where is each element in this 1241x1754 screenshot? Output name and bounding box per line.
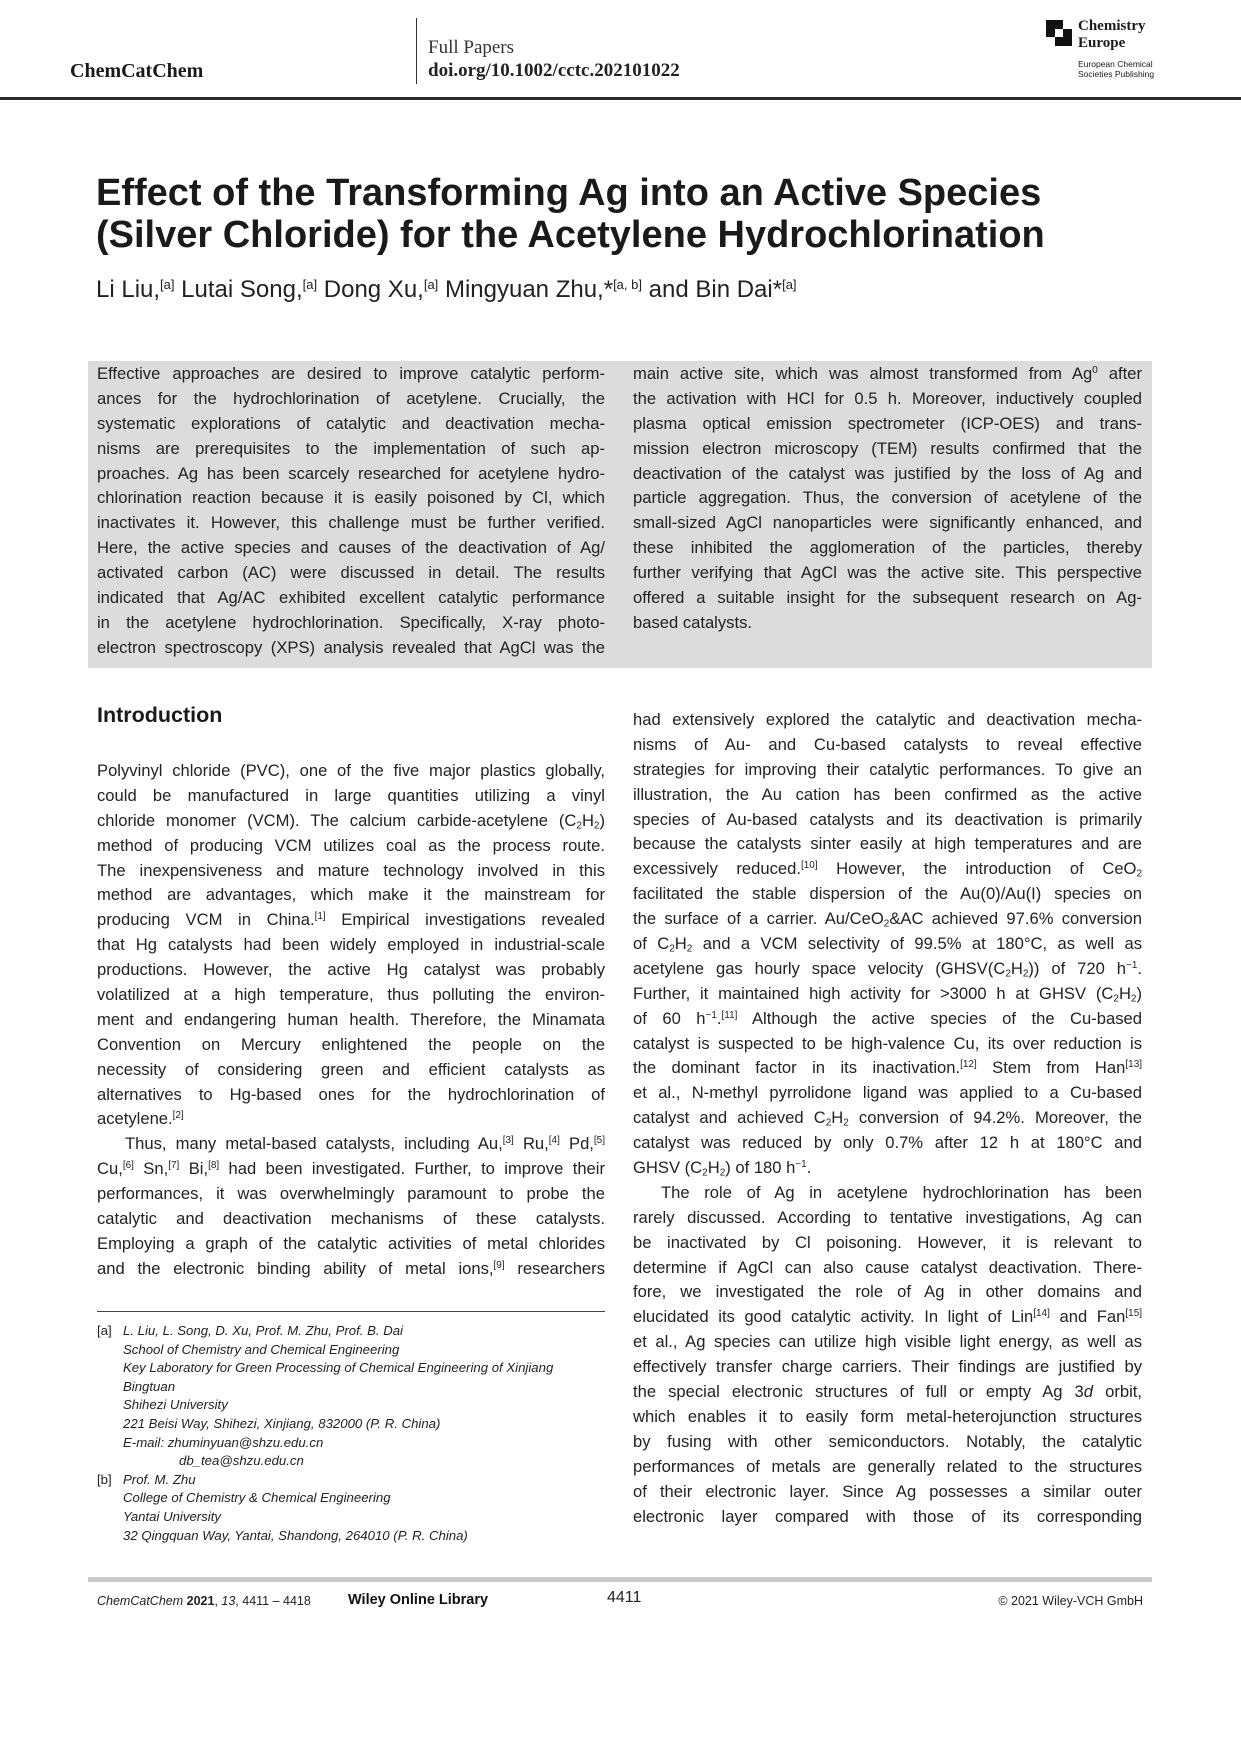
- paragraph-line: facilitated the stable dispersion of the Au(0)/Au(I) species on: [633, 884, 1142, 904]
- corresponding-author-mark: *: [772, 276, 783, 303]
- abstract-line: indicated that Ag/AC exhibited excellent catalytic performance: [97, 588, 605, 608]
- paragraph-line: strategies for improving their catalytic performances. To give an: [633, 759, 1142, 779]
- footnote-divider: [97, 1311, 605, 1312]
- paragraph-line: be inactivated by Cl poisoning. However, it is relevant to: [633, 1232, 1142, 1252]
- paragraph-line: Polyvinyl chloride (PVC), one of the five major plastics globally,: [97, 761, 605, 780]
- abstract-line: plasma optical emission spectrometer (ICP-OES) and trans-: [633, 413, 1142, 433]
- body-column-left: [97, 759, 605, 1282]
- article-title: Effect of the Transforming Ag into an Active Species (Silver Chloride) for the Acetylene Hydrochlorination: [96, 172, 1045, 256]
- paragraph-line: effectively transfer charge carriers. Their findings are justified by: [633, 1357, 1142, 1377]
- paragraph-line: performances of metals are generally related to the structures: [633, 1456, 1142, 1476]
- abstract-line: mission electron microscopy (TEM) results confirmed that the: [633, 438, 1142, 458]
- paragraph-line: chloride monomer (VCM). The calcium carbide-acetylene $(C_2H_2)$: [97, 810, 605, 832]
- paragraph-line: producing VCM in China.[1] Empirical investigations revealed: [97, 910, 605, 930]
- paragraph-line: catalytic and deactivation mechanisms of these catalysts.: [97, 1209, 605, 1229]
- abstract-line: inactivates it. However, this challenge must be further verified.: [97, 513, 605, 533]
- footer-journal: ChemCatChem: [97, 1594, 184, 1608]
- affiliation-entry: [97, 1322, 605, 1471]
- paragraph-line: of their electronic layer. Since Ag possesses a similar outer: [633, 1481, 1142, 1501]
- footer-bar: [88, 1577, 1152, 1582]
- doi-link[interactable]: doi.org/10.1002/cctc.202101022: [428, 60, 680, 81]
- logo-title: Europe: [1078, 35, 1126, 51]
- affiliation-mark: [a]: [423, 277, 439, 293]
- paragraph-line: of 60 $h^{-1}.[11]$ Although the active species of the Cu-based: [633, 1008, 1142, 1028]
- abstract-line: further verifying that AgCl was the active site. This perspective: [633, 563, 1142, 583]
- abstract-line: these inhibited the agglomeration of the particles, thereby: [633, 538, 1142, 558]
- affiliation-entry: [97, 1471, 605, 1545]
- author-name: Li Liu,: [96, 276, 161, 303]
- header-rule: [0, 97, 1241, 100]
- affiliation-line: Yantai University: [123, 1508, 221, 1524]
- header-divider: [416, 18, 417, 84]
- paragraph-line: could be manufactured in large quantities utilizing a vinyl: [97, 785, 605, 805]
- paragraph-line: Further, it maintained high activity for >3000 h at GHSV $(C_2H_2)$: [633, 983, 1142, 1005]
- paragraph-line: catalyst is suspected to be high-valence Cu, its over reduction is: [633, 1033, 1142, 1053]
- paragraph-line: et al., N-methyl pyrrolidone ligand was applied to a Cu-based: [633, 1083, 1142, 1103]
- paragraph-line: method are advantages, which make it the mainstream for: [97, 885, 605, 905]
- paragraph-line: volatilized at a high temperature, thus polluting the environ-: [97, 985, 605, 1005]
- abstract-line: small-sized AgCl nanoparticles were significantly enhanced, and: [633, 513, 1142, 533]
- affiliation-mark: [a]: [160, 277, 175, 293]
- paragraph-line: catalyst was reduced by only 0.7% after 12 h at 180°C and: [633, 1133, 1142, 1153]
- paragraph-line: electronic layer compared with those of its corresponding: [633, 1506, 1142, 1526]
- paragraph-line: acetylene.[2]: [97, 1109, 184, 1129]
- affiliation-mark: [a, b]: [613, 277, 642, 293]
- abstract-line: deactivation of the catalyst was justified by the loss of Ag and: [633, 463, 1142, 483]
- paragraph-line: that Hg catalysts had been widely employed in industrial-scale: [97, 935, 605, 955]
- abstract-line: main active site, which was almost transformed from Ag$^0$ after: [633, 364, 1142, 383]
- affiliation-line: College of Chemistry & Chemical Engineering: [123, 1490, 391, 1506]
- paragraph-line: of $C_2H_2$ and a VCM selectivity of 99.5% at 180°C, as well as: [633, 934, 1142, 955]
- paragraph-line: Cu,[6] Sn,[7] Bi,[8] had been investigated. Further, to improve their: [97, 1159, 605, 1179]
- paragraph-line: elucidated its good catalytic activity. In light of Lin[14] and Fan[15]: [633, 1307, 1142, 1327]
- abstract-line: in the acetylene hydrochlorination. Specifically, X-ray photo-: [97, 612, 605, 632]
- abstract-column: [633, 362, 1142, 636]
- paragraph-line: the special electronic structures of full or empty Ag 3d orbit,: [633, 1382, 1142, 1402]
- paragraph-line: The inexpensiveness and mature technology involved in this: [97, 860, 605, 880]
- paragraph-line: Employing a graph of the catalytic activities of metal chlorides: [97, 1233, 605, 1253]
- logo-subtitle: European Chemical: [1078, 59, 1153, 69]
- abstract-line: Effective approaches are desired to improve catalytic perform-: [97, 364, 605, 383]
- abstract-line: proaches. Ag has been scarcely researched for acetylene hydro-: [97, 463, 605, 483]
- paragraph-line: productions. However, the active Hg catalyst was probably: [97, 960, 605, 980]
- abstract-line: the activation with HCl for 0.5 h. Moreover, inductively coupled: [633, 388, 1142, 408]
- abstract-line: electron spectroscopy (XPS) analysis revealed that AgCl was the: [97, 637, 605, 657]
- publisher-logo[interactable]: [1046, 18, 1176, 84]
- page-number: 4411: [607, 1589, 642, 1606]
- abstract-line: nisms are prerequisites to the implementation of such ap-: [97, 438, 605, 458]
- paragraph-line: the surface of a carrier. Au/CeO$_2$&AC achieved 97.6% conversion: [633, 909, 1142, 930]
- abstract-line: Here, the active species and causes of the deactivation of Ag/: [97, 538, 605, 558]
- paragraph-line: performances, it was overwhelmingly paramount to probe the: [97, 1184, 605, 1204]
- affiliation-label: [b]: [97, 1471, 112, 1487]
- affiliation-footnotes: [97, 1322, 605, 1545]
- footer-volume: 13: [221, 1594, 236, 1608]
- affiliation-line: School of Chemistry and Chemical Engineering: [123, 1341, 400, 1357]
- abstract-line: offered a suitable insight for the subsequent research on Ag-: [633, 588, 1142, 608]
- paragraph-line: Thus, many metal-based catalysts, including Au,[3] Ru,[4] Pd,[5]: [125, 1134, 605, 1154]
- affiliation-label: [a]: [97, 1323, 112, 1338]
- section-heading: Introduction: [97, 703, 223, 727]
- chemistry-europe-logo-icon: [1046, 20, 1072, 46]
- paragraph-line: et al., Ag species can utilize high visible light energy, as well as: [633, 1332, 1142, 1352]
- paragraph-line: which enables it to easily form metal-heterojunction structures: [633, 1406, 1142, 1426]
- paragraph-line: by fusing with other semiconductors. Notably, the catalytic: [633, 1431, 1142, 1451]
- footer-pages: 4411 – 4418: [242, 1594, 311, 1608]
- paragraph-line: method of producing VCM utilizes coal as the process route.: [97, 835, 605, 855]
- paragraph-line: illustration, the Au cation has been confirmed as the active: [633, 784, 1142, 804]
- logo-title: Chemistry: [1078, 18, 1146, 34]
- paragraph-line: ment and endangering human health. Therefore, the Minamata: [97, 1009, 605, 1029]
- affiliation-email: db_tea@shzu.edu.cn: [179, 1453, 304, 1469]
- abstract-line: based catalysts.: [633, 612, 752, 632]
- journal-name: ChemCatChem: [70, 60, 204, 82]
- paragraph-line: Convention on Mercury enlightened the people on the: [97, 1034, 605, 1054]
- paragraph-line: because the catalysts sinter easily at high temperatures and are: [633, 834, 1142, 854]
- paragraph-line: determine if AgCl can also cause catalyst deactivation. There-: [633, 1257, 1142, 1277]
- copyright-notice: © 2021 Wiley-VCH GmbH: [998, 1594, 1143, 1608]
- footer-citation: ChemCatChem 2021, 13, 4411 – 4418: [97, 1594, 311, 1608]
- article-type: Full Papers: [428, 37, 515, 58]
- body-column-right: [633, 708, 1142, 1529]
- affiliation-line: Prof. M. Zhu: [123, 1471, 196, 1487]
- author-name: Lutai Song,: [174, 276, 303, 303]
- footer-year: 2021: [186, 1594, 215, 1608]
- affiliation-line: E-mail: zhuminyuan@shzu.edu.cn: [123, 1434, 324, 1450]
- paragraph-line: rarely discussed. According to tentative investigations, Ag can: [633, 1207, 1142, 1227]
- abstract-line: ances for the hydrochlorination of acetylene. Crucially, the: [97, 388, 605, 408]
- affiliation-line: Shihezi University: [123, 1397, 228, 1413]
- abstract-line: activated carbon (AC) were discussed in detail. The results: [97, 563, 605, 583]
- author-name: Mingyuan Zhu,: [438, 276, 604, 303]
- author-name: Dong Xu,: [317, 276, 424, 303]
- affiliation-line: Bingtuan: [123, 1378, 176, 1394]
- abstract-line: systematic explorations of catalytic and deactivation mecha-: [97, 413, 605, 433]
- paragraph-line: The role of Ag in acetylene hydrochlorination has been: [661, 1182, 1142, 1202]
- abstract-line: particle aggregation. Thus, the conversion of acetylene of the: [633, 488, 1142, 508]
- paragraph-line: excessively reduced.[10] However, the introduction of CeO$_2$: [633, 859, 1142, 880]
- affiliation-line: Key Laboratory for Green Processing of Chemical Engineering of Xinjiang: [123, 1360, 554, 1376]
- author-list: [96, 276, 797, 304]
- paragraph-line: catalyst and achieved $C_2H_2$ conversion of 94.2%. Moreover, the: [633, 1108, 1142, 1129]
- paragraph-line: fore, we investigated the role of Ag in other domains and: [633, 1282, 1142, 1302]
- paragraph-line: nisms of Au- and Cu-based catalysts to reveal effective: [633, 734, 1142, 754]
- affiliation-mark: [a]: [302, 277, 318, 293]
- paragraph-line: GHSV $(C_2H_2)$ of 180 $h^{-1}$.: [633, 1158, 812, 1179]
- affiliation-line: 221 Beisi Way, Shihezi, Xinjiang, 832000 (P. R. China): [123, 1415, 441, 1431]
- paragraph-line: necessity of considering green and efficient catalysts as: [97, 1059, 605, 1079]
- wiley-online-library-link[interactable]: Wiley Online Library: [348, 1592, 489, 1608]
- paragraph-line: and the electronic binding ability of metal ions,[9] researchers: [97, 1258, 605, 1278]
- affiliation-mark: [a]: [782, 277, 797, 293]
- abstract-column: [97, 362, 605, 661]
- affiliation-line: L. Liu, L. Song, D. Xu, Prof. M. Zhu, Prof. B. Dai: [123, 1323, 403, 1338]
- paragraph-line: species of Au-based catalysts and its deactivation is primarily: [633, 809, 1142, 829]
- author-name: and Bin Dai: [641, 276, 773, 303]
- paragraph-line: the dominant factor in its inactivation.[12] Stem from Han[13]: [633, 1058, 1142, 1078]
- logo-subtitle: Societies Publishing: [1078, 69, 1155, 79]
- affiliation-line: 32 Qingquan Way, Yantai, Shandong, 264010 (P. R. China): [123, 1527, 468, 1543]
- abstract-line: chlorination reaction because it is easily poisoned by Cl, which: [97, 488, 605, 508]
- paragraph-line: acetylene gas hourly space velocity $(GHSV(C_2H_2))$ of 720 $h^{-1}$.: [633, 958, 1142, 980]
- paragraph-line: had extensively explored the catalytic and deactivation mecha-: [633, 710, 1142, 729]
- paragraph-line: alternatives to Hg-based ones for the hydrochlorination of: [97, 1084, 605, 1104]
- corresponding-author-mark: *: [603, 276, 614, 303]
